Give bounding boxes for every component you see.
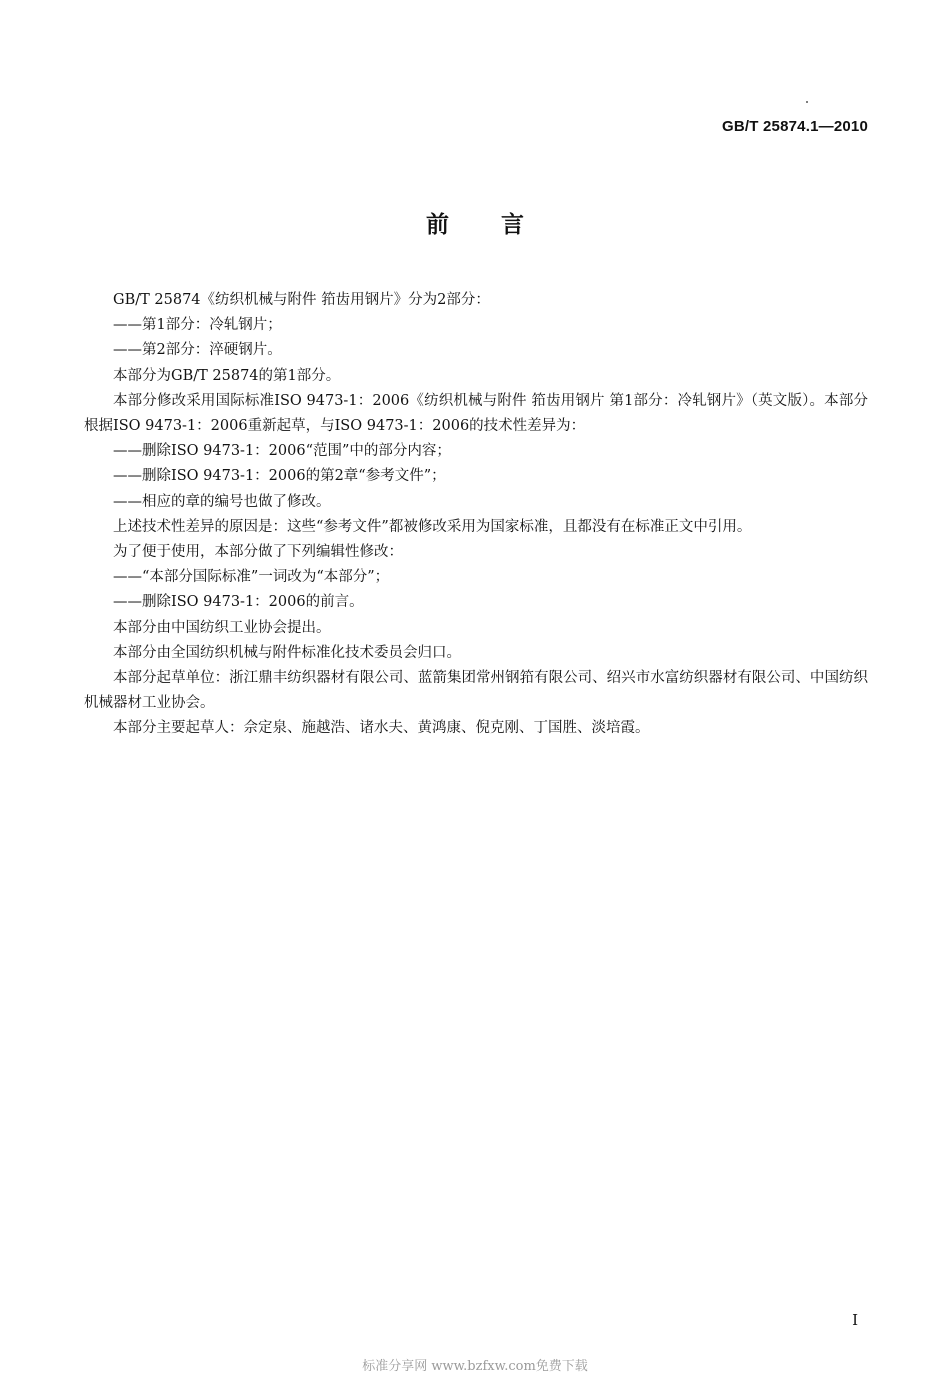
paragraph-adoption: 本部分修改采用国际标准ISO 9473-1：2006《纺织机械与附件 筘齿用钢片 第1部分：冷轧钢片》（英文版）。本部分根据ISO 9473-1：2006重新起草，与ISO 9473-1：2006的技术性差异为： xyxy=(84,392,868,435)
paragraph-parts-intro: GB/T 25874《纺织机械与附件 筘齿用钢片》分为2部分： xyxy=(113,292,490,308)
page-title: 前言 xyxy=(426,212,576,238)
paragraph-part-2: ——第2部分：淬硬钢片。 xyxy=(113,342,282,359)
paragraph-drafting-units: 本部分起草单位：浙江鼎丰纺织器材有限公司、蓝箭集团常州钢筘有限公司、绍兴市水富纺织器材有限公司、中国纺织机械器材工业协会。 xyxy=(84,670,868,712)
scan-dot xyxy=(806,101,808,103)
paragraph-part-1: ——第1部分：冷轧钢片； xyxy=(113,317,282,334)
paragraph-diff-reason: 上述技术性差异的原因是：这些“参考文件”都被修改采用为国家标准，且都没有在标准正文中引用。 xyxy=(113,518,752,535)
paragraph-proposed-by: 本部分由中国纺织工业协会提出。 xyxy=(113,619,331,636)
paragraph-managed-by: 本部分由全国纺织机械与附件标准化技术委员会归口。 xyxy=(113,644,461,661)
page-number: I xyxy=(852,1311,858,1329)
watermark: 标准分享网 www.bzfxw.com免费下载 xyxy=(362,1359,588,1374)
paragraph-diff-3: ——相应的章的编号也做了修改。 xyxy=(113,493,331,510)
paragraph-diff-1: ——删除ISO 9473-1：2006“范围”中的部分内容； xyxy=(113,443,451,460)
paragraph-editorial-1: ——“本部分国际标准”一词改为“本部分”； xyxy=(113,569,390,586)
paragraph-drafters: 本部分主要起草人：佘定泉、施越浩、诸水夫、黄鸿康、倪克刚、丁国胜、淡培霞。 xyxy=(113,720,650,737)
standard-code: GB/T 25874.1—2010 xyxy=(722,118,868,135)
paragraph-this-part: 本部分为GB/T 25874的第1部分。 xyxy=(113,367,341,384)
paragraph-diff-2: ——删除ISO 9473-1：2006的第2章“参考文件”； xyxy=(113,468,446,485)
foreword-body xyxy=(84,288,868,742)
paragraph-editorial-intro: 为了便于使用，本部分做了下列编辑性修改： xyxy=(113,544,403,561)
paragraph-editorial-2: ——删除ISO 9473-1：2006的前言。 xyxy=(113,594,364,611)
